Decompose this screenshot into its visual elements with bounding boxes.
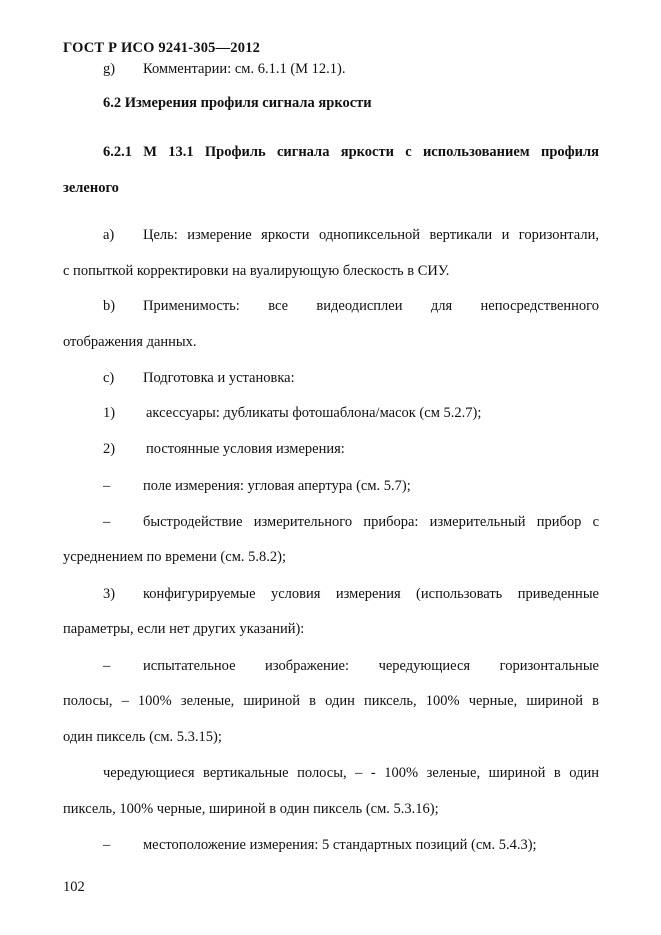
dash-marker-1: – bbox=[103, 478, 111, 494]
section-heading-6-2-1-cont: зеленого bbox=[63, 180, 119, 196]
item-marker-b: b) bbox=[103, 298, 116, 314]
dash-1-text: поле измерения: угловая апертура (см. 5.7); bbox=[143, 478, 411, 494]
dash-marker-3: – bbox=[103, 658, 111, 674]
item-marker-a: a) bbox=[103, 227, 115, 243]
dash-2-line1: быстродействие измерительного прибора: измерительный прибор с bbox=[143, 514, 599, 530]
item-2-text: постоянные условия измерения: bbox=[146, 441, 345, 457]
dash-marker-4: – bbox=[103, 837, 111, 853]
paragraph-vertical-stripes-line1: чередующиеся вертикальные полосы, – - 100% зеленые, шириной в один bbox=[103, 765, 599, 781]
document-header: ГОСТ Р ИСО 9241-305—2012 bbox=[63, 40, 261, 56]
item-marker-g: g) bbox=[103, 61, 116, 77]
item-b-line1: Применимость: все видеодисплеи для непосредственного bbox=[143, 298, 599, 314]
dash-3-line1: испытательное изображение: чередующиеся горизонтальные bbox=[143, 658, 599, 674]
page-number: 102 bbox=[63, 879, 85, 895]
item-3-line2: параметры, если нет других указаний): bbox=[63, 621, 305, 637]
item-marker-1: 1) bbox=[103, 405, 116, 421]
item-marker-c: c) bbox=[103, 370, 115, 386]
item-a-line1: Цель: измерение яркости однопиксельной вертикали и горизонтали, bbox=[143, 227, 599, 243]
item-marker-3: 3) bbox=[103, 586, 116, 602]
dash-4-text: местоположение измерения: 5 стандартных позиций (см. 5.4.3); bbox=[143, 837, 537, 853]
dash-2-line2: усреднением по времени (см. 5.8.2); bbox=[63, 549, 286, 565]
paragraph-vertical-stripes-line2: пиксель, 100% черные, шириной в один пиксель (см. 5.3.16); bbox=[63, 801, 439, 817]
item-1-text: аксессуары: дубликаты фотошаблона/масок (см 5.2.7); bbox=[146, 405, 482, 421]
section-heading-6-2-1: 6.2.1 М 13.1 Профиль сигнала яркости с использованием профиля bbox=[103, 144, 599, 160]
item-3-line1: конфигурируемые условия измерения (использовать приведенные bbox=[143, 586, 599, 602]
item-marker-2: 2) bbox=[103, 441, 116, 457]
item-a-line2: с попыткой корректировки на вуалирующую блескость в СИУ. bbox=[63, 263, 450, 279]
section-heading-6-2: 6.2 Измерения профиля сигнала яркости bbox=[103, 95, 372, 111]
dash-3-line3: один пиксель (см. 5.3.15); bbox=[63, 729, 222, 745]
dash-3-line2: полосы, – 100% зеленые, шириной в один пиксель, 100% черные, шириной в bbox=[63, 693, 599, 709]
dash-marker-2: – bbox=[103, 514, 111, 530]
item-c-text: Подготовка и установка: bbox=[143, 370, 295, 386]
item-b-line2: отображения данных. bbox=[63, 334, 197, 350]
item-g-text: Комментарии: см. 6.1.1 (М 12.1). bbox=[143, 61, 346, 77]
